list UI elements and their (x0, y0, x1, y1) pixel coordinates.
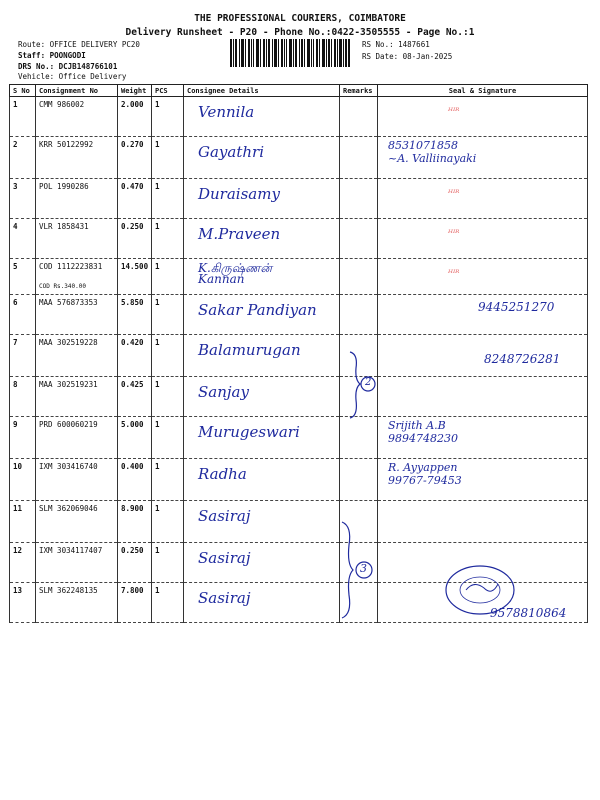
seal-signature-cell (378, 137, 588, 179)
consignee-details-cell (184, 543, 340, 583)
weight-cell: 0.400 (118, 459, 152, 501)
remarks-cell (340, 459, 378, 501)
consignment-number: MAA 302519231 (39, 380, 98, 389)
stamp-mark: ᴴᴵᴿ (448, 229, 460, 239)
consignee-details-cell (184, 179, 340, 219)
col-sno: S No (10, 85, 36, 97)
seal-signature-cell (378, 179, 588, 219)
runsheet-subtitle: Delivery Runsheet - P20 - Phone No.:0422-3505555 - Page No.:1 (125, 27, 475, 38)
consignee-name: K.கிருஷ்ணன் Kannan (198, 261, 273, 286)
consignee-details-cell (184, 501, 340, 543)
serial-number-cell: 1 (10, 97, 36, 137)
consignment-number: KRR 50122992 (39, 140, 94, 149)
signature-handwriting: 9578810864 (490, 606, 567, 620)
weight-cell: 0.270 (118, 137, 152, 179)
consignment-number-cell (36, 543, 118, 583)
consignee-details-cell (184, 259, 340, 295)
consignment-number-cell (36, 417, 118, 459)
stamp-mark: ᴴᴵᴿ (448, 269, 460, 279)
pcs-cell: 1 (152, 219, 184, 259)
runsheet-table (9, 84, 588, 623)
table-row (10, 459, 588, 501)
table-row (10, 417, 588, 459)
consignment-number-cell (36, 501, 118, 543)
pcs-cell: 1 (152, 295, 184, 335)
consignment-number: SLM 362248135 (39, 586, 98, 595)
col-remarks: Remarks (340, 85, 378, 97)
remarks-cell (340, 179, 378, 219)
bracket-icon (346, 350, 376, 420)
consignee-details-cell (184, 335, 340, 377)
table-row (10, 97, 588, 137)
consignee-details-cell (184, 97, 340, 137)
seal-signature-cell (378, 97, 588, 137)
table-row (10, 259, 588, 295)
consignee-name: Murugeswari (198, 423, 300, 441)
bracket-group-3 (336, 520, 376, 620)
consignee-details-cell (184, 295, 340, 335)
weight-cell: 5.850 (118, 295, 152, 335)
weight-cell: 5.000 (118, 417, 152, 459)
table-row (10, 137, 588, 179)
col-weight: Weight (118, 85, 152, 97)
rs-date: RS Date: 08-Jan-2025 (362, 52, 453, 61)
rs-number: RS No.: 1487661 (362, 40, 430, 49)
consignment-number-cell (36, 219, 118, 259)
remarks-cell (340, 97, 378, 137)
seal-signature-cell (378, 459, 588, 501)
bracket-group-2 (346, 350, 376, 420)
pcs-cell: 1 (152, 179, 184, 219)
signature-handwriting: 8531071858 ~A. Valliinayaki (388, 139, 477, 165)
pcs-cell: 1 (152, 137, 184, 179)
consignment-number: POL 1990286 (39, 182, 89, 191)
pcs-cell: 1 (152, 97, 184, 137)
consignment-number-cell (36, 459, 118, 501)
drs-text: DRS No.: DCJB148766101 (18, 62, 118, 71)
serial-number-cell: 7 (10, 335, 36, 377)
serial-number-cell: 9 (10, 417, 36, 459)
consignment-number-cell (36, 137, 118, 179)
table-row (10, 335, 588, 377)
table-row (10, 179, 588, 219)
weight-cell: 2.000 (118, 97, 152, 137)
weight-cell: 0.250 (118, 543, 152, 583)
weight-cell: 14.500 (118, 259, 152, 295)
pcs-cell: 1 (152, 259, 184, 295)
staff-text: Staff: POONGODI (18, 51, 86, 60)
consignee-name: Vennila (198, 103, 255, 121)
consignee-name: Gayathri (198, 143, 264, 161)
consignee-name: Balamurugan (198, 341, 301, 359)
serial-number-cell: 2 (10, 137, 36, 179)
table-row (10, 377, 588, 417)
consignment-number: MAA 576873353 (39, 298, 98, 307)
consignment-number-cell (36, 179, 118, 219)
remarks-cell (340, 295, 378, 335)
serial-number-cell: 13 (10, 583, 36, 623)
vehicle-text: Vehicle: Office Delivery (18, 72, 127, 81)
pcs-cell: 1 (152, 583, 184, 623)
consignee-name: Sasiraj (198, 507, 251, 525)
consignee-details-cell (184, 137, 340, 179)
pcs-cell: 1 (152, 417, 184, 459)
serial-number-cell: 4 (10, 219, 36, 259)
consignee-name: Duraisamy (198, 185, 280, 203)
serial-number-cell: 11 (10, 501, 36, 543)
weight-cell: 0.425 (118, 377, 152, 417)
table-row (10, 501, 588, 543)
bracket-icon (336, 520, 376, 620)
weight-cell: 0.420 (118, 335, 152, 377)
remarks-cell (340, 417, 378, 459)
consignee-name: Sasiraj (198, 589, 251, 607)
serial-number-cell: 5 (10, 259, 36, 295)
consignment-number-cell (36, 259, 118, 295)
consignee-name: Radha (198, 465, 247, 483)
consignee-details-cell (184, 583, 340, 623)
consignment-number: IXM 303416740 (39, 462, 98, 471)
pcs-cell: 1 (152, 459, 184, 501)
signature-handwriting: R. Ayyappen 99767-79453 (388, 461, 462, 487)
route-text: Route: OFFICE DELIVERY PC20 (18, 40, 140, 49)
col-seal-signature: Seal & Signature (378, 85, 588, 97)
consignee-details-cell (184, 459, 340, 501)
remarks-cell (340, 137, 378, 179)
consignment-number-cell (36, 295, 118, 335)
seal-signature-cell (378, 377, 588, 417)
serial-number-cell: 8 (10, 377, 36, 417)
round-stamp-icon (440, 560, 520, 620)
col-consignment-no: Consignment No (36, 85, 118, 97)
consignment-number-cell (36, 583, 118, 623)
table-row (10, 219, 588, 259)
col-pcs: PCS (152, 85, 184, 97)
serial-number-cell: 3 (10, 179, 36, 219)
consignment-number: IXM 3034117407 (39, 546, 103, 555)
consignee-details-cell (184, 219, 340, 259)
consignment-number-cell (36, 97, 118, 137)
weight-cell: 8.900 (118, 501, 152, 543)
table-header-row (10, 85, 588, 97)
stamp-mark: ᴴᴵᴿ (448, 189, 460, 199)
consignment-number-cell (36, 377, 118, 417)
pcs-cell: 1 (152, 501, 184, 543)
stamp-mark: ᴴᴵᴿ (448, 107, 460, 117)
remarks-cell (340, 219, 378, 259)
remarks-cell (340, 259, 378, 295)
serial-number-cell: 6 (10, 295, 36, 335)
seal-signature-cell (378, 335, 588, 377)
seal-signature-cell (378, 259, 588, 295)
consignee-name: Sasiraj (198, 549, 251, 567)
seal-signature-cell (378, 501, 588, 543)
consignment-number: VLR 1858431 (39, 222, 89, 231)
consignment-number: SLM 362069046 (39, 504, 98, 513)
consignment-number: CMM 986002 (39, 100, 85, 109)
signature-handwriting: Srijith A.B 9894748230 (388, 419, 458, 445)
weight-cell: 7.800 (118, 583, 152, 623)
barcode-icon (230, 39, 350, 67)
pcs-cell: 1 (152, 335, 184, 377)
consignee-name: Sanjay (198, 383, 249, 401)
serial-number-cell: 12 (10, 543, 36, 583)
bracket-number: 3 (360, 562, 367, 575)
serial-number-cell: 10 (10, 459, 36, 501)
consignee-details-cell (184, 417, 340, 459)
pcs-cell: 1 (152, 377, 184, 417)
consignee-name: M.Praveen (198, 225, 281, 243)
consignment-number: COD 1112223831 (39, 262, 103, 271)
signature-handwriting: 9445251270 (478, 300, 555, 314)
bracket-number: 2 (365, 377, 372, 388)
consignment-number: PRD 600060219 (39, 420, 98, 429)
seal-signature-cell (378, 219, 588, 259)
company-title: THE PROFESSIONAL COURIERS, COIMBATORE (194, 13, 406, 24)
weight-cell: 0.470 (118, 179, 152, 219)
consignee-name: Sakar Pandiyan (198, 301, 317, 319)
consignee-details-cell (184, 377, 340, 417)
table-row (10, 295, 588, 335)
consignment-number: MAA 302519228 (39, 338, 98, 347)
seal-signature-cell (378, 417, 588, 459)
consignment-number-cell (36, 335, 118, 377)
col-consignee-details: Consignee Details (184, 85, 340, 97)
cod-amount: COD Rs.340.00 (39, 283, 86, 290)
weight-cell: 0.250 (118, 219, 152, 259)
signature-handwriting: 8248726281 (484, 352, 561, 366)
seal-signature-cell (378, 295, 588, 335)
pcs-cell: 1 (152, 543, 184, 583)
